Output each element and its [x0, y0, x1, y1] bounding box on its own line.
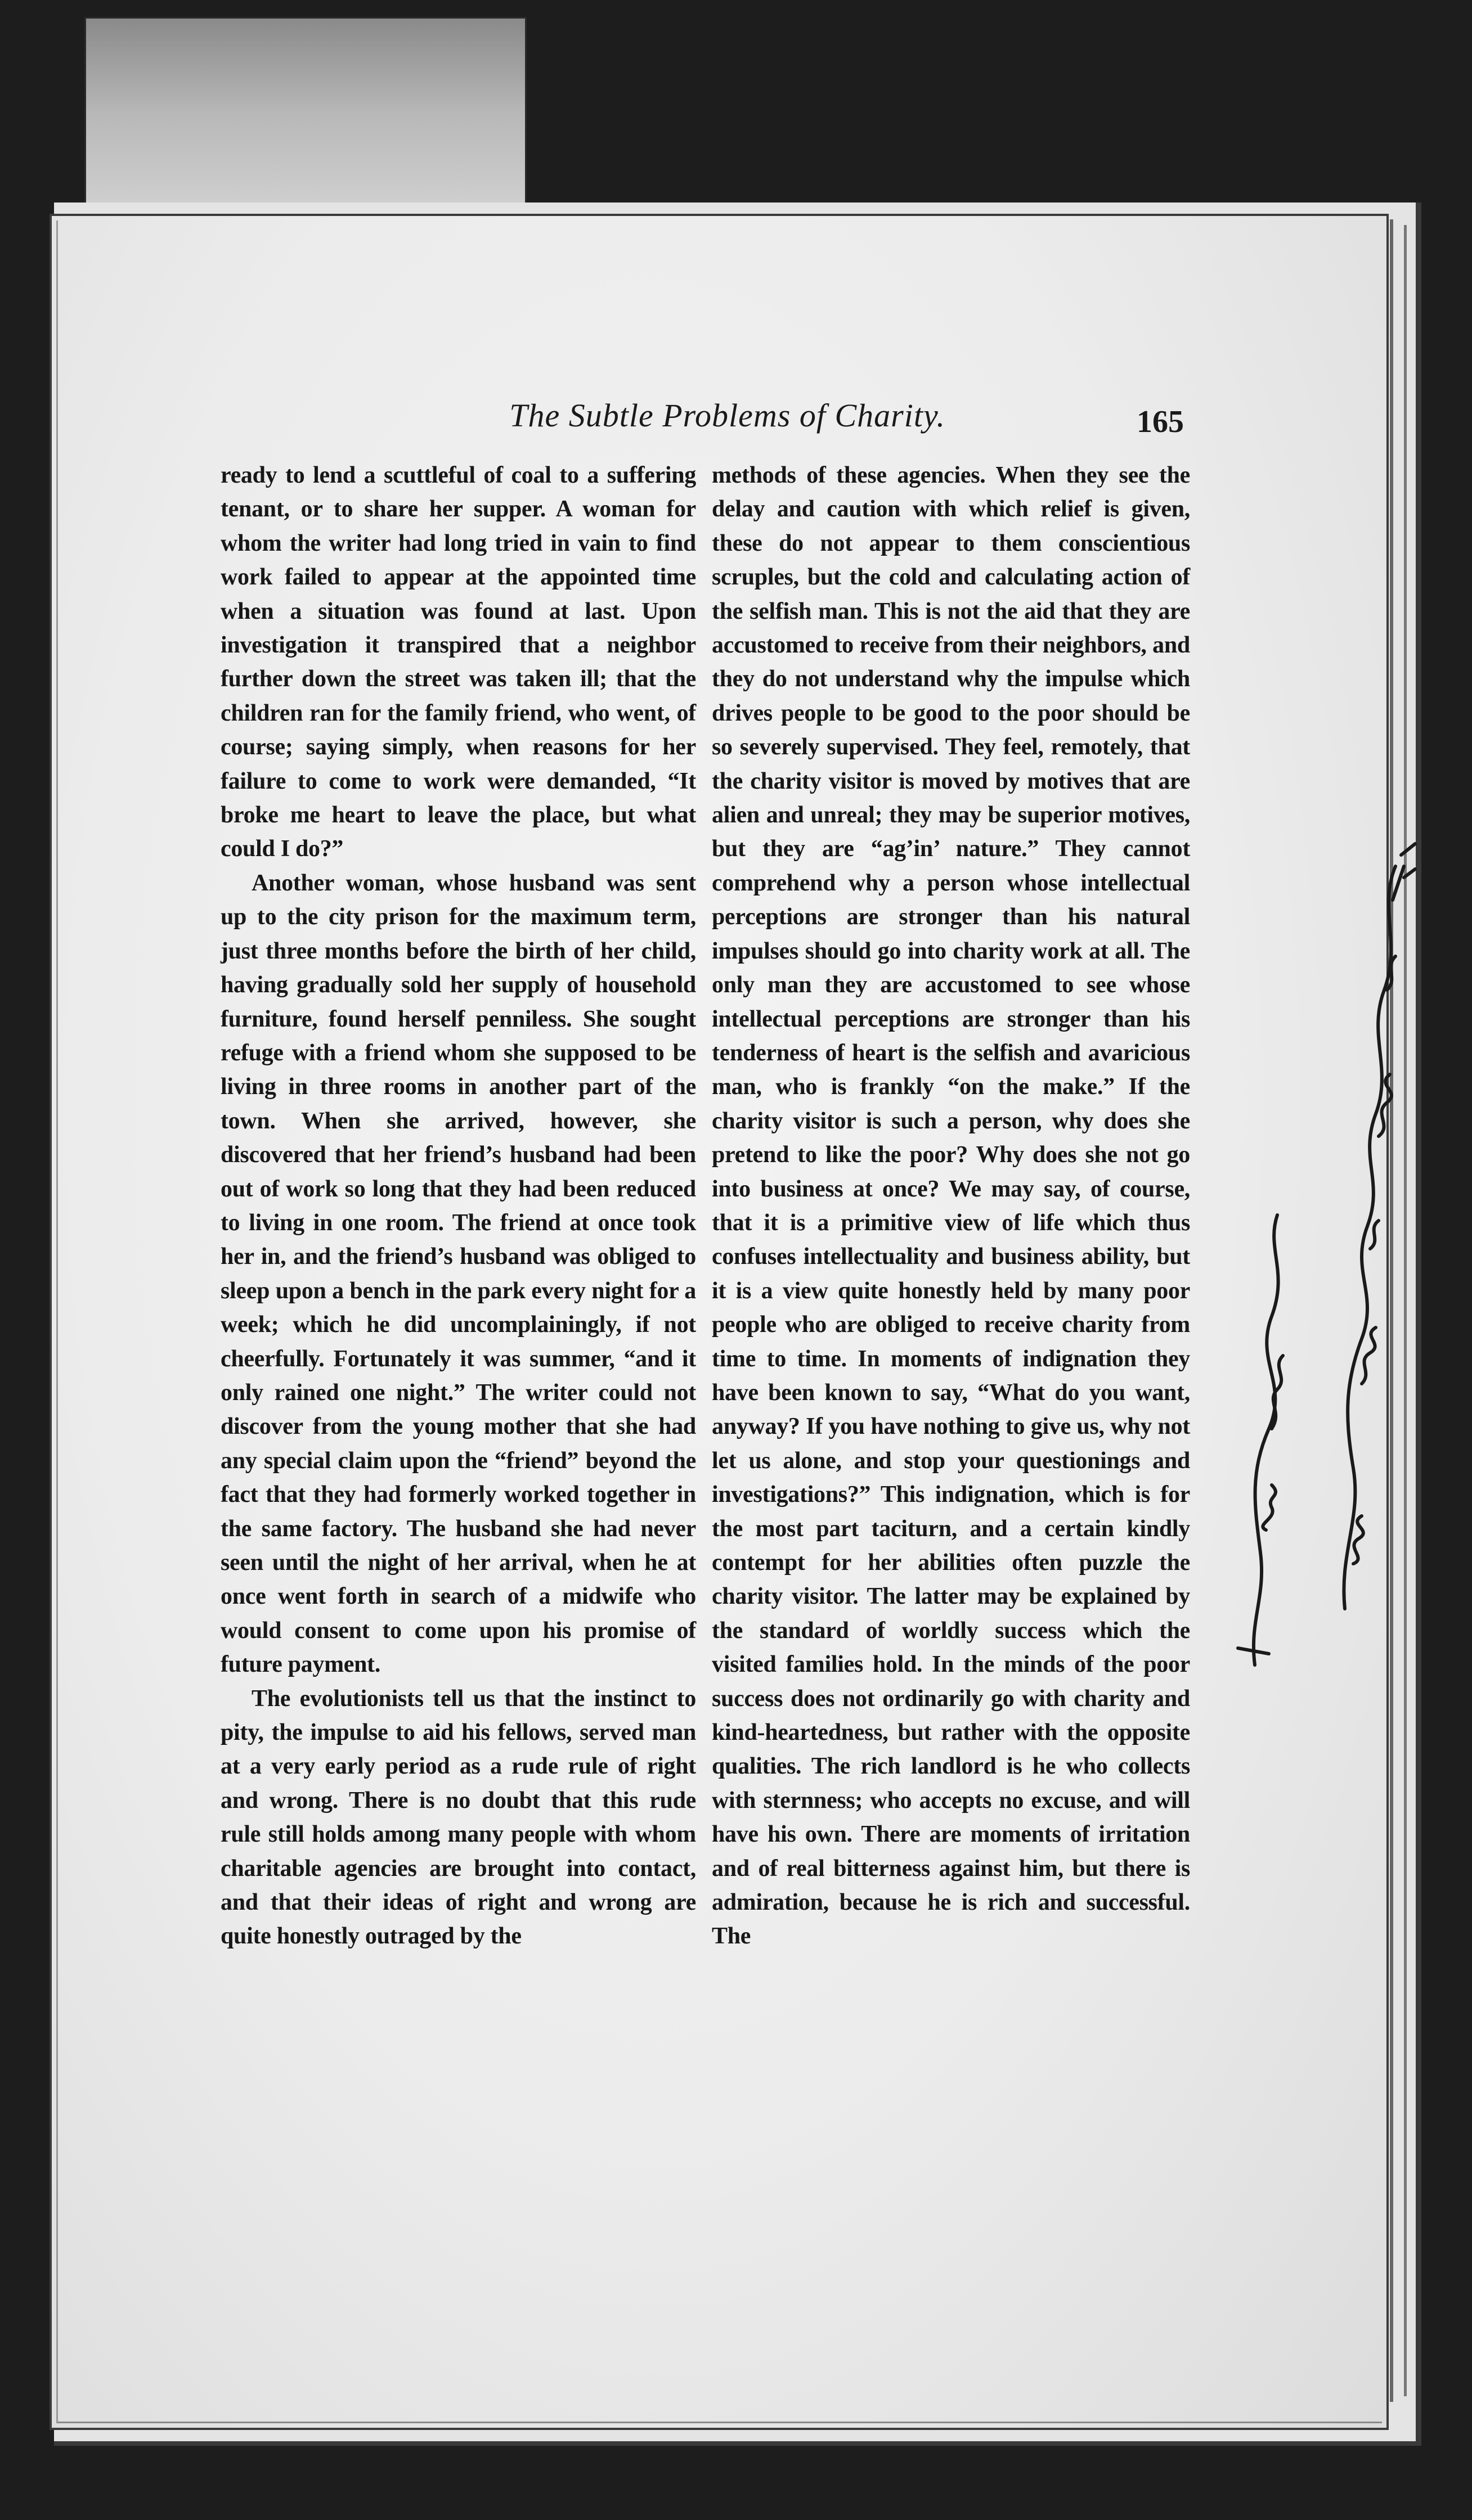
paragraph: ready to lend a scuttleful of coal to a suffering tenant, or to share her supper. A woman for whom the writer had long tried in vain to find work failed to appear at the appointed time when a situation was found at last. Upon investigation it transpired that a neighbor further down the street was taken ill; that the children ran for the family friend, who went, of course; saying simply, when reasons for her failure to come to work were demanded, “It broke me heart to leave the place, but what could I do?” — [221, 462, 696, 862]
paragraph: methods of these agencies. When they see the delay and caution with which relief is given, these do not appear to them conscientious scruples, but the cold and calculating action of the selfish man. This is not the aid that they are accustomed to receive from their neighbors, and they do not understand why the impulse which drives people to be good to the poor should be so severely supervised. They feel, remotely, that the charity visitor is moved by motives that are alien and unreal; they may be superior motives, but they are “ag’in’ nature.” They cannot comprehend why a person whose intellectual perceptions are stronger than his natural impulses should go into charity work at all. The only man they are accustomed to see whose intellectual perceptions are stronger than his tenderness of heart is the selfish and avaricious man, who is frankly “on the make.” If the charity visitor is such a person, why does she pretend to like the poor? Why does she not go into business at once? We may say, of course, that it is a primitive view of life which thus confuses intellectuality and business ability, but it is a view quite honestly held by many poor people who are obliged to receive charity from time to time. In moments of indignation they have been known to say, “What do you want, anyway? If you have nothing to give us, why not let us alone, and stop your questionings and investigations?” This indignation, which is for the most part taciturn, and a certain kindly contempt for her abilities often puzzle the charity visitor. The latter may be explained by the standard of worldly success which the visited families hold. In the minds of the poor success does not ordinarily go with charity and kind-heartedness, but rather with the opposite qualities. The rich landlord is he who collects with sternness; who accepts no excuse, and will have his own. There are moments of irritation and of real bitterness against him, but there is admiration, because he is rich and successful. The — [712, 462, 1190, 1950]
page-number: 165 — [1137, 404, 1184, 439]
handwritten-margin-note — [1215, 821, 1429, 1732]
left-column — [221, 458, 696, 1954]
paragraph: Another woman, whose husband was sent up to the city prison for the maximum term, just three months before the birth of her child, having gradually sold her supply of household furniture, found herself penniless. She sought refuge with a friend whom she supposed to be living in three rooms in another part of the town. When she arrived, however, she discovered that her friend’s husband had been out of work so long that they had been reduced to living in one room. The friend at once took her in, and the friend’s husband was obliged to sleep upon a bench in the park every night for a week; which he did uncomplainingly, if not cheerfully. Fortunately it was summer, “and it only rained one night.” The writer could not discover from the young mother that she had any special claim upon the “friend” beyond the fact that they had formerly worked together in the same factory. The husband she had never seen until the night of her arrival, when he at once went forth in search of a midwife who would consent to come upon his promise of future payment. — [221, 870, 696, 1678]
scan-background-tab — [84, 17, 527, 234]
running-head: The Subtle Problems of Charity. — [509, 397, 945, 434]
paragraph: The evolutionists tell us that the instinct to pity, the impulse to aid his fellows, served man at a very early period as a rude rule of right and wrong. There is no doubt that this rude rule still holds among many people with whom charitable agencies are brought into contact, and that their ideas of right and wrong are quite honestly outraged by the — [221, 1685, 696, 1950]
right-column — [712, 458, 1190, 1954]
